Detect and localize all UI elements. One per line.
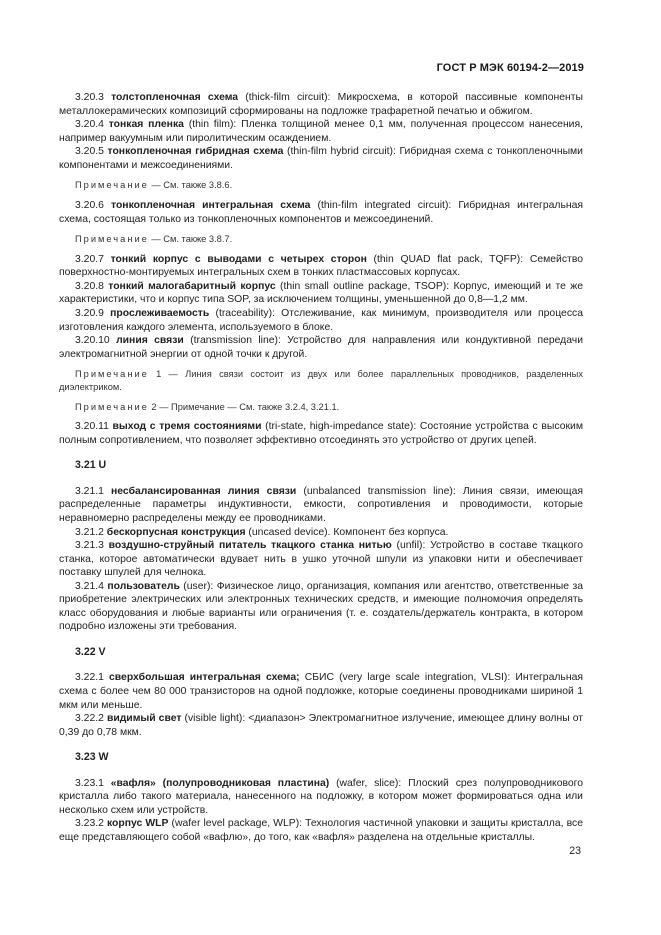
entry-3-23-2: 3.23.2 корпус WLP (wafer level package, WLP): Технология частичной упаковки и защиты кристалла, все еще представляющего собой «вафлю», до того, как «вафля» разделена на отдельные кристаллы. <box>59 818 583 843</box>
entry-3-21-4: 3.21.4 пользователь (user): Физическое лицо, организация, компания или агентство, ответственные за приобретение электрических или электронных технических средств, и имеющие полномочия определять класс оборудования и любые варианты или ограничения (т. е. создатель/держатель контракта, в котором подробно изложены эти требования. <box>59 580 583 633</box>
term: тонкопленочная интегральная схема <box>111 199 311 211</box>
section-heading-3-22: 3.22 V <box>75 645 106 658</box>
section-heading-3-23: 3.23 W <box>75 751 109 764</box>
entry-3-21-1: 3.21.1 несбалансированная линия связи (unbalanced transmission line): Линия связи, имеющая распределенные параметры индуктивности, емкости, сопротивления и проводимости, которые неравномерно распределены между ее проводниками. <box>59 485 584 524</box>
term: тонкий малогабаритный корпус <box>108 280 276 292</box>
term: сверхбольшая интегральная схема; <box>109 672 300 684</box>
term: бескорпусная конструкция <box>106 526 246 538</box>
entry-3-20-10: 3.20.10 линия связи (transmission line): Устройство для направления или кондуктивной передачи электромагнитной энергии от одной точки к другой. <box>59 335 584 360</box>
term: тонкий корпус с выводами с четырех сторон <box>110 253 367 265</box>
entry-3-20-11: 3.20.11 выход с тремя состояниями (tri-state, high-impedance state): Состояние устройства с высоким полным сопротивлением, что позволяет эффективно отсоединять это устройство от других цепей. <box>59 421 583 446</box>
note-2-3-20-10: Примечание 2 — Примечание — См. также 3.2.4, 3.21.1. <box>75 401 340 412</box>
term: корпус WLP <box>106 818 169 830</box>
page-number: 23 <box>569 845 581 857</box>
term: линия связи <box>116 335 184 347</box>
term: «вафля» (полупроводниковая пластина) <box>110 777 330 789</box>
note-3-20-6: Примечание — См. также 3.8.7. <box>75 234 233 245</box>
entry-3-23-1: 3.23.1 «вафля» (полупроводниковая пластина) (wafer, slice): Плоский срез полупроводникового кристалла либо такого материала, нанесенного на подложку, в котором может формироваться одна или несколько схем или устройств. <box>59 777 583 816</box>
term: несбалансированная линия связи <box>111 485 297 497</box>
term: тонкая пленка <box>108 119 184 131</box>
entry-3-22-1: 3.22.1 сверхбольшая интегральная схема; СБИС (very large scale integration, VLSI): Интегральная схема с более чем 80 000 транзисторов на одной подложке, которые соединены проводниками шириной 1 мкм или меньше. <box>59 672 583 711</box>
term: пользователь <box>107 580 180 592</box>
term: прослеживаемость <box>110 307 210 319</box>
entry-3-20-3: 3.20.3 толстопленочная схема (thick-film circuit): Микросхема, в которой пассивные компоненты металлокерамических композиций сформированы на подложке трафаретной печатью и обжигом. <box>59 92 584 117</box>
term: тонкопленочная гибридная схема <box>107 146 284 158</box>
entry-3-20-9: 3.20.9 прослеживаемость (traceability): Отслеживание, как минимум, производителя или процесса изготовления каждого элемента, используемого в блоке. <box>59 307 583 333</box>
entry-3-20-8: 3.20.8 тонкий малогабаритный корпус (thin small outline package, TSOP): Корпус, имеющий и те же характеристики, что и корпус типа SOP, за исключением толщины, уменьшенной до 0,8—1,2 мм. <box>59 280 583 306</box>
page-content <box>59 91 583 844</box>
note-1-3-20-10: Примечание 1 — Линия связи состоит из двух или более параллельных проводников, разделенных диэлектриком. <box>59 369 583 392</box>
entry-3-22-2: 3.22.2 видимый свет (visible light): <диапазон> Электромагнитное излучение, имеющее длину волны от 0,39 до 0,78 мкм. <box>59 713 584 738</box>
entry-3-21-2: 3.21.2 бескорпусная конструкция (uncased device). Компонент без корпуса. <box>75 526 449 538</box>
entry-3-21-3: 3.21.3 воздушно-струйный питатель ткацкого станка нитью (unfil): Устройство в составе ткацкого станка, которое автоматически вдувает нить в ушко уточной шпули из упаковки нити и обеспечивает поставку шпулей для челнока. <box>59 540 584 579</box>
standard-header: ГОСТ Р МЭК 60194-2—2019 <box>436 62 584 74</box>
entry-3-20-5: 3.20.5 тонкопленочная гибридная схема (thin-film hybrid circuit): Гибридная схема с тонкопленочными компонентами и межсоединениями. <box>59 146 583 171</box>
term: толстопленочная схема <box>111 92 239 103</box>
term: видимый свет <box>106 713 182 725</box>
term: выход с тремя состояниями <box>112 421 262 433</box>
entry-3-20-6: 3.20.6 тонкопленочная интегральная схема (thin-film integrated circuit): Гибридная интегральная схема, состоящая только из тонкопленочных компонентов и межсоединений. <box>59 199 584 225</box>
note-3-20-5: Примечание — См. также 3.8.6. <box>75 180 233 191</box>
entry-3-20-4: 3.20.4 тонкая пленка (thin film): Пленка толщиной менее 0,1 мм, полученная процессом нанесения, например вакуумным или пиролитическим осаждением. <box>59 119 584 144</box>
entry-3-20-7: 3.20.7 тонкий корпус с выводами с четырех сторон (thin QUAD flat pack, TQFP): Семейство поверхностно-монтируемых интегральных схем в тонких пластмассовых корпусах. <box>59 253 583 279</box>
term: воздушно-струйный питатель ткацкого станка нитью <box>108 540 392 552</box>
section-heading-3-21: 3.21 U <box>75 459 107 472</box>
